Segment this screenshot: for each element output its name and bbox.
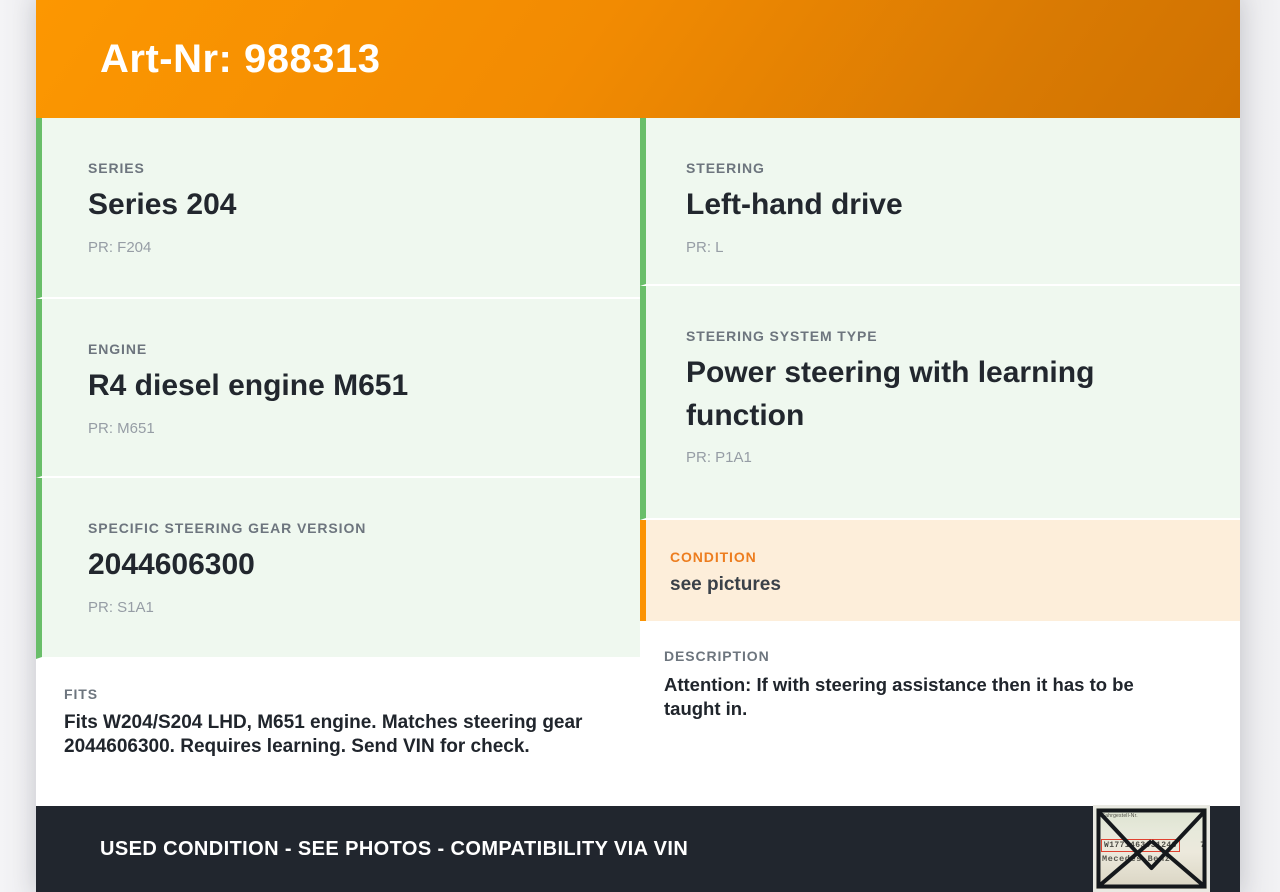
description-label: DESCRIPTION xyxy=(664,648,770,664)
brand-text: Mecedes-Benz xyxy=(1102,854,1171,864)
header-banner xyxy=(36,0,1240,118)
spec-card-condition xyxy=(640,520,1240,621)
engine-value: R4 diesel engine M651 xyxy=(88,369,409,402)
steering-gear-version-value: 2044606300 xyxy=(88,548,255,581)
engine-label: ENGINE xyxy=(88,341,148,357)
engine-pr-code: PR: M651 xyxy=(88,419,155,437)
steering-pr-code: PR: L xyxy=(686,238,724,256)
left-column xyxy=(36,118,640,806)
envelope-icon xyxy=(1096,808,1207,889)
vin-highlight-box: W1771463J31248 xyxy=(1101,839,1180,852)
vin-suffix-digit: 7 xyxy=(1200,841,1205,850)
product-sheet xyxy=(36,0,1240,892)
spec-card-steering-gear-version xyxy=(36,478,640,659)
fits-text: Fits W204/S204 LHD, M651 engine. Matches steering gear 2044606300. Requires learning. Send VIN for check. xyxy=(64,712,583,758)
spec-card-steering xyxy=(640,118,1240,286)
spec-columns xyxy=(36,118,1240,806)
spec-card-series xyxy=(36,118,640,299)
spec-card-steering-system-type xyxy=(640,286,1240,520)
chassis-number-label: Fahrgestell-Nr. xyxy=(1102,813,1138,819)
series-pr-code: PR: F204 xyxy=(88,238,152,256)
article-number-title: Art-Nr: 988313 xyxy=(100,36,381,81)
condition-value: see pictures xyxy=(670,574,781,595)
steering-gear-version-pr-code: PR: S1A1 xyxy=(88,598,154,616)
condition-label: CONDITION xyxy=(670,549,757,565)
footer-note: USED CONDITION - SEE PHOTOS - COMPATIBILITY VIA VIN xyxy=(100,837,689,860)
steering-label: STEERING xyxy=(686,160,765,176)
description-text: Attention: If with steering assistance then it has to be taught in. xyxy=(664,674,1134,719)
fits-label: FITS xyxy=(64,686,98,702)
steering-system-type-label: STEERING SYSTEM TYPE xyxy=(686,328,878,344)
steering-system-type-pr-code: PR: P1A1 xyxy=(686,449,752,467)
steering-gear-version-label: SPECIFIC STEERING GEAR VERSION xyxy=(88,520,367,536)
steering-system-type-value: Power steering with learning function xyxy=(686,356,1095,432)
footer-bar xyxy=(36,806,1240,892)
series-value: Series 204 xyxy=(88,188,237,221)
spec-card-engine xyxy=(36,299,640,478)
spec-card-fits xyxy=(36,659,640,806)
vin-document-photo xyxy=(1093,805,1210,892)
steering-value: Left-hand drive xyxy=(686,188,903,221)
spec-card-description xyxy=(640,621,1240,806)
right-column xyxy=(640,118,1240,806)
series-label: SERIES xyxy=(88,160,145,176)
